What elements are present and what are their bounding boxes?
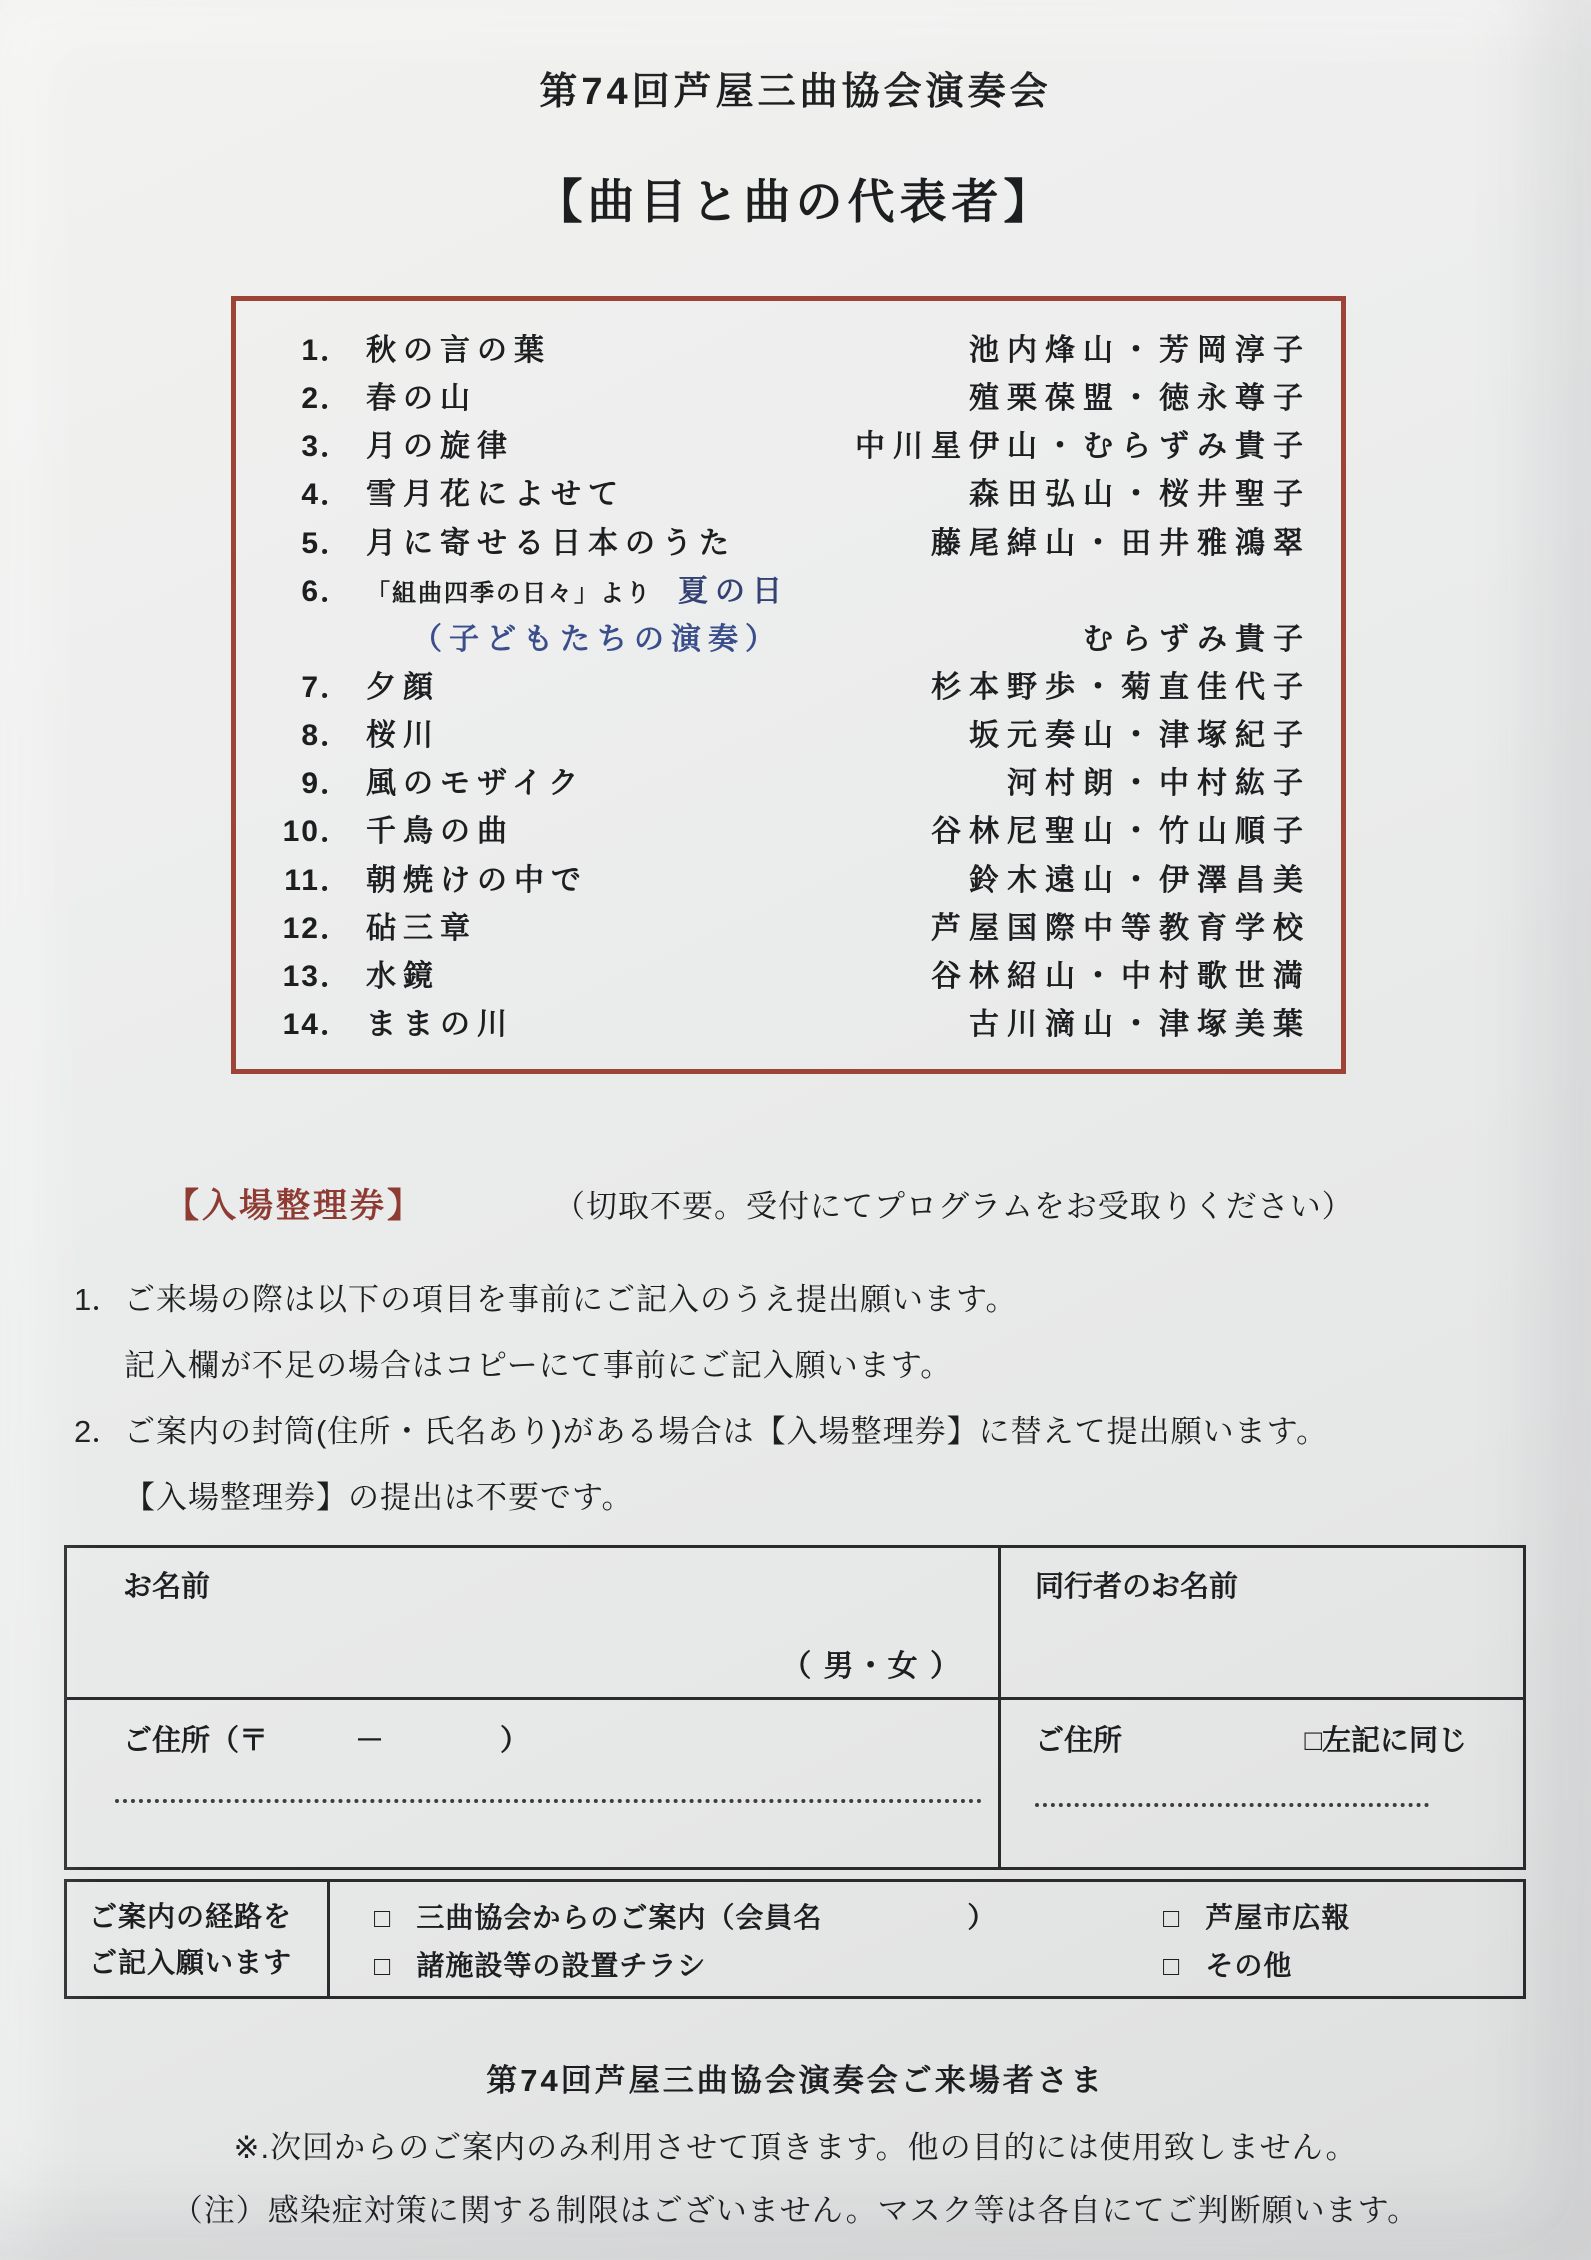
- referral-route-table: [64, 1879, 1526, 1999]
- instruction-text: ご来場の際は以下の項目を事前にご記入のうえ提出願います。: [124, 1282, 1018, 1317]
- checkbox-icon: □: [1163, 1951, 1180, 1981]
- program-item-number: 1．: [301, 334, 352, 367]
- program-row: [256, 806, 1311, 850]
- checkbox-icon: □: [374, 1903, 391, 1933]
- program-item-title: [366, 421, 514, 465]
- instruction-line: [74, 1399, 1591, 1465]
- program-item-performers: 鈴木遠山・伊澤昌美: [969, 863, 1311, 897]
- footer-addressee: 第74回芦屋三曲協会演奏会ご来場者さま: [486, 2063, 1105, 2098]
- route-option-city-bulletin: □ 芦屋市広報: [1163, 1902, 1351, 1933]
- program-item-title-text: 夕顔: [366, 670, 440, 704]
- companion-address-dotted-line: [1035, 1803, 1429, 1807]
- visitor-form-table: [64, 1545, 1526, 1870]
- program-item-performers: 坂元奏山・津塚紀子: [969, 719, 1311, 753]
- program-item-title: [366, 806, 514, 850]
- instruction-text: 【入場整理券】の提出は不要です。: [124, 1480, 634, 1515]
- section-title: 【曲目と曲の代表者】: [535, 175, 1056, 228]
- program-item-title-text: 秋の言の葉: [366, 334, 551, 367]
- gender-label: （ 男・女 ）: [781, 1650, 962, 1683]
- checkbox-icon: □: [1163, 1903, 1180, 1933]
- program-item-title-text: 千鳥の曲: [366, 815, 514, 849]
- program-item-title: [366, 373, 477, 417]
- companion-name-label: 同行者のお名前: [1035, 1571, 1239, 1603]
- program-row: [256, 469, 1311, 513]
- program-item-title-text: 夏の日: [678, 574, 789, 608]
- footer: [0, 2055, 1591, 2230]
- program-item-title-text: 月の旋律: [366, 430, 514, 464]
- name-label: お名前: [123, 1571, 211, 1603]
- program-row: [256, 710, 1311, 754]
- program-box: [231, 296, 1346, 1074]
- program-row: [256, 903, 1311, 947]
- footer-privacy-note: ※.次回からのご案内のみ利用させて頂きます。他の目的には使用致しません。: [233, 2130, 1358, 2165]
- program-item-performers: 杉本野歩・菊直佳代子: [931, 670, 1311, 704]
- program-item-title-text: 水鏡: [366, 959, 440, 993]
- companion-address-cell: [1001, 1700, 1523, 1867]
- program-row: [256, 999, 1311, 1043]
- address-dotted-line: [115, 1799, 982, 1803]
- program-row: [256, 325, 1311, 369]
- instruction-line: [74, 1465, 1591, 1531]
- program-item-performers: 池内烽山・芳岡淳子: [969, 334, 1311, 367]
- program-row: [256, 614, 1311, 658]
- checkbox-icon: □: [374, 1951, 391, 1981]
- program-row: [256, 758, 1311, 802]
- program-row: [256, 855, 1311, 899]
- address-label: ご住所（〒 － ）: [123, 1725, 530, 1757]
- program-item-number: 2．: [301, 382, 352, 416]
- program-item-number: 11．: [284, 863, 352, 897]
- program-item-title: [366, 662, 440, 706]
- document-title: 第74回芦屋三曲協会演奏会: [539, 71, 1052, 113]
- program-item-number: 6．: [301, 574, 352, 608]
- instruction-line: [74, 1333, 1591, 1399]
- program-row: [256, 951, 1311, 995]
- program-item-title: [366, 325, 551, 369]
- program-item-title: [366, 710, 440, 754]
- program-item-title-small: 「組曲四季の日々」より: [366, 579, 652, 607]
- program-item-title-text: 砧三章: [366, 911, 477, 945]
- program-item-number: 7．: [301, 670, 352, 704]
- program-item-title: [366, 469, 625, 513]
- program-item-performers: 中川星伊山・むらずみ貴子: [855, 430, 1311, 464]
- program-item-performers: 殖栗葆盟・徳永尊子: [969, 382, 1311, 416]
- instruction-number: 1．: [74, 1282, 123, 1317]
- program-item-title: [366, 518, 736, 562]
- program-row: [256, 373, 1311, 417]
- name-field-cell: [67, 1548, 1001, 1700]
- program-item-title: [366, 855, 588, 899]
- instruction-line: [74, 1267, 1591, 1333]
- address-field-cell: [67, 1700, 1001, 1867]
- program-item-performers: むらずみ貴子: [1083, 622, 1311, 656]
- ticket-heading: 【入場整理券】: [165, 1187, 424, 1225]
- companion-name-cell: [1001, 1548, 1523, 1700]
- program-item-title: [366, 999, 514, 1043]
- program-item-title-text: 春の山: [366, 382, 477, 416]
- route-label-line1: ご案内の経路を: [89, 1901, 293, 1932]
- ticket-heading-note: （切取不要。受付にてプログラムをお受取りください）: [554, 1189, 1354, 1224]
- ticket-heading-row: [165, 1178, 1591, 1227]
- program-item-title-text: 風のモザイク: [366, 767, 586, 801]
- program-item-number: 4．: [301, 478, 352, 512]
- program-item-performers: 古川滴山・津塚美葉: [969, 1007, 1311, 1041]
- program-row: [256, 662, 1311, 706]
- instruction-number: 2．: [74, 1414, 123, 1449]
- program-item-title: [366, 903, 477, 947]
- program-item-number: 9．: [301, 767, 352, 801]
- program-row: [256, 566, 1311, 610]
- route-label-cell: [67, 1882, 330, 1996]
- program-item-title-text: 朝焼けの中で: [366, 863, 588, 897]
- route-option-facility-flyer: □ 諸施設等の設置チラシ: [374, 1950, 707, 1981]
- program-item-number: 3．: [301, 430, 352, 464]
- program-item-performers: 谷林尼聖山・竹山順子: [931, 815, 1311, 849]
- program-item-title-text: 雪月花によせて: [366, 478, 625, 512]
- program-item-title: [366, 951, 440, 995]
- program-item-performers: 谷林紹山・中村歌世満: [931, 959, 1311, 993]
- program-item-number: 8．: [301, 719, 352, 753]
- program-item-number: 12．: [282, 911, 352, 945]
- program-item-title-text: 桜川: [366, 719, 440, 753]
- program-item-title: [412, 614, 782, 658]
- instruction-text: ご案内の封筒(住所・氏名あり)がある場合は【入場整理券】に替えて提出願います。: [124, 1414, 1329, 1449]
- program-row: [256, 518, 1311, 562]
- route-label-line2: ご記入願います: [89, 1947, 293, 1978]
- route-options: [330, 1882, 1523, 1996]
- program-item-title-text: ままの川: [366, 1007, 514, 1041]
- same-as-left-checkbox-label: □左記に同じ: [1304, 1725, 1467, 1757]
- route-option-association: □ 三曲協会からのご案内（会員名 ）: [374, 1902, 997, 1933]
- route-option-other: □ その他: [1163, 1950, 1293, 1981]
- companion-address-label: ご住所: [1035, 1725, 1123, 1757]
- program-item-title: [366, 566, 789, 610]
- instruction-list: [74, 1267, 1591, 1531]
- program-item-number: 13．: [282, 959, 352, 993]
- program-item-performers: 藤尾綽山・田井雅鴻翠: [931, 526, 1311, 560]
- program-item-performers: 森田弘山・桜井聖子: [969, 478, 1311, 512]
- footer-covid-note: （注）感染症対策に関する制限はございません。マスク等は各自にてご判断願います。: [171, 2193, 1420, 2228]
- program-item-performers: 芦屋国際中等教育学校: [931, 911, 1311, 945]
- program-item-number: 14．: [282, 1007, 352, 1041]
- program-item-number: 10．: [282, 815, 352, 849]
- program-item-title-text: （子どもたちの演奏）: [412, 622, 782, 656]
- program-row: [256, 421, 1311, 465]
- program-item-performers: 河村朗・中村紘子: [1007, 767, 1311, 801]
- program-item-title-text: 月に寄せる日本のうた: [366, 526, 736, 560]
- program-item-number: 5．: [301, 526, 352, 560]
- instruction-text: 記入欄が不足の場合はコピーにて事前にご記入願います。: [124, 1348, 953, 1383]
- program-item-title: [366, 758, 585, 802]
